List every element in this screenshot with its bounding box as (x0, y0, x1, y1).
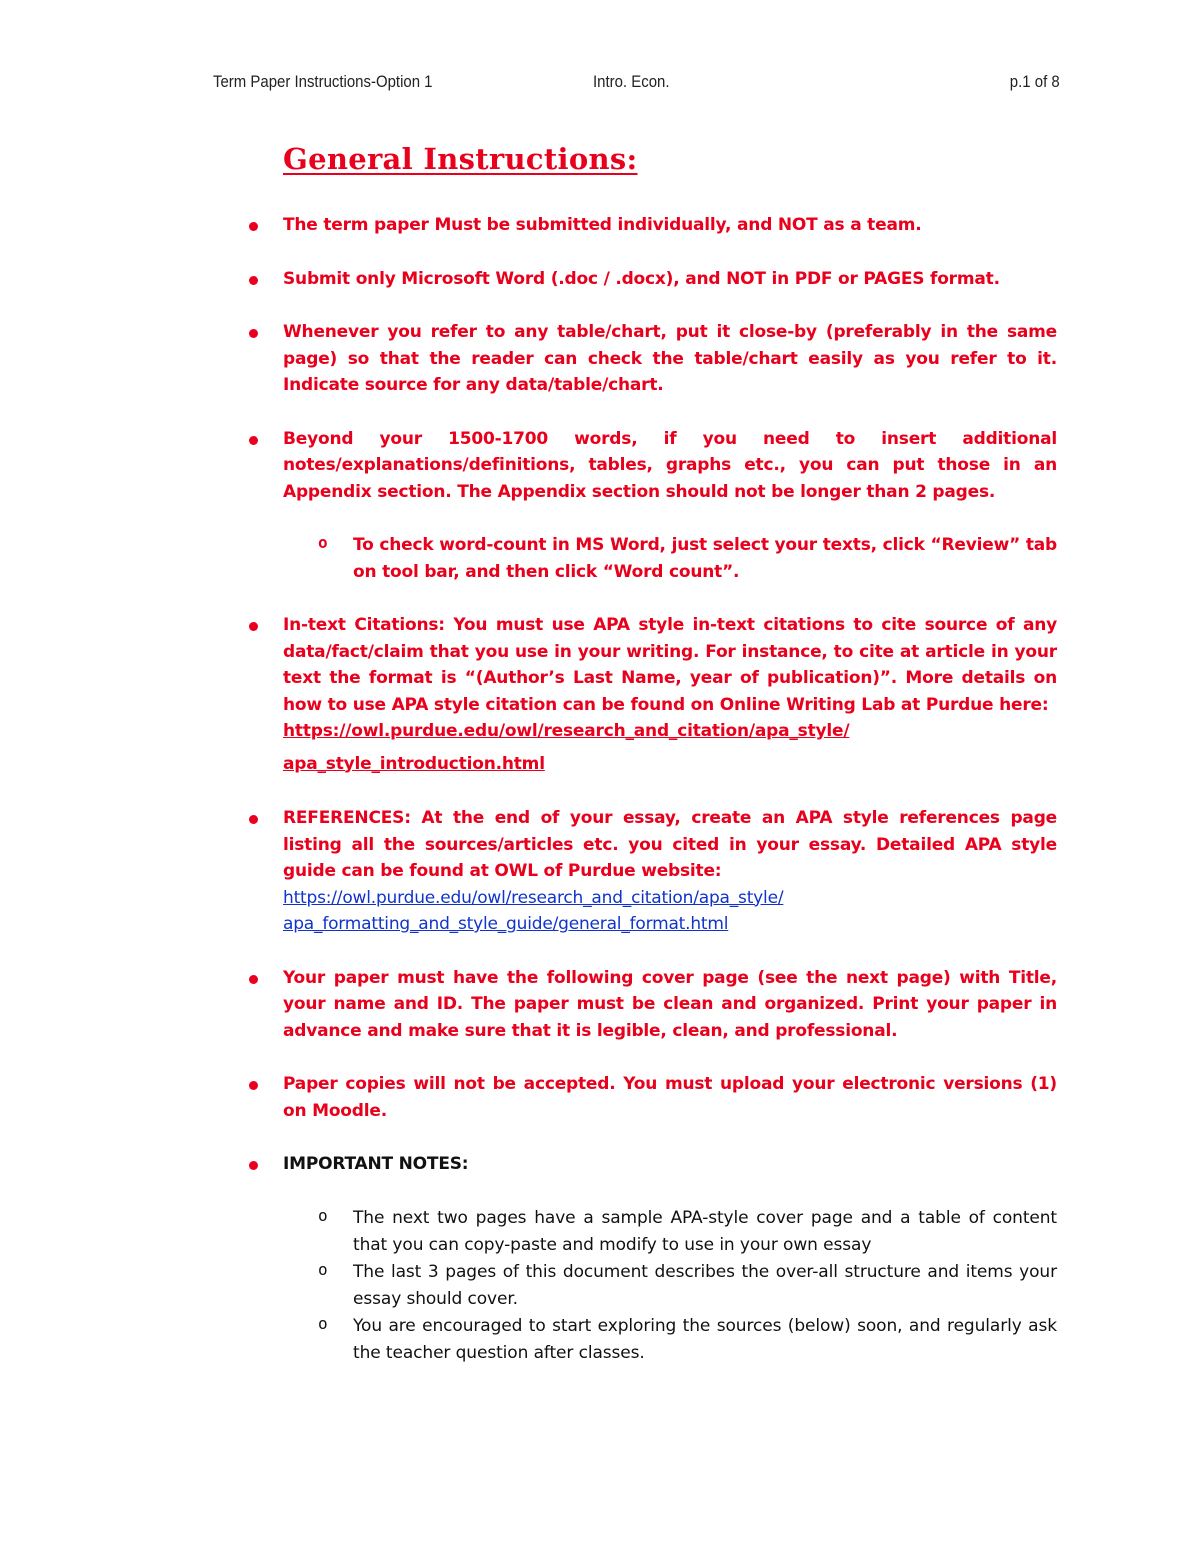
list-item-tables (245, 319, 1057, 399)
header-page-number: p.1 of 8 (1010, 72, 1060, 91)
page-title: General Instructions: (283, 142, 638, 176)
instruction-text: Submit only Microsoft Word (.doc / .docx), and NOT in PDF or PAGES format. (283, 268, 1000, 289)
instruction-text: Beyond your 1500-1700 words, if you need to insert additional notes/explanations/definitions, tables, graphs etc., you can put those in an Appendix section. The Appendix section should not be longer than 2 pages. (283, 428, 1057, 502)
instruction-text: Your paper must have the following cover page (see the next page) with Title, your name and ID. The paper must be clean and organized. Print your paper in advance and make sure that it is legible, clean, and professional. (283, 967, 1057, 1041)
note-item (245, 1313, 1057, 1367)
note-item (245, 1205, 1057, 1259)
purdue-format-link-line-1[interactable]: https://owl.purdue.edu/owl/research_and_citation/apa_style/ (283, 887, 784, 908)
note-text: The next two pages have a sample APA-style cover page and a table of content that you can copy-paste and modify to use in your own essay (353, 1207, 1057, 1255)
purdue-apa-link-line-1[interactable]: https://owl.purdue.edu/owl/research_and_citation/apa_style/ (283, 721, 850, 741)
sub-bullet-icon: o (318, 1205, 328, 1225)
bullet-icon (249, 329, 258, 338)
sub-item-wordcount (245, 532, 1057, 585)
instruction-text: Paper copies will not be accepted. You must upload your electronic versions (1) on Moodle. (283, 1074, 1057, 1121)
important-notes-heading: IMPORTANT NOTES: (283, 1154, 469, 1174)
citations-text: In-text Citations: You must use APA style in-text citations to cite source of any data/fact/claim that you use in your writing. For instance, to cite at article in your text the format is “(Author’s Last Name, year of publication)”. More details on how to use APA style citation can be found on Online Writing Lab at Purdue here: (283, 615, 1057, 715)
header-document-title: Term Paper Instructions-Option 1 (213, 72, 433, 91)
purdue-apa-link-line-2[interactable]: apa_style_introduction.html (283, 753, 545, 774)
instruction-text (283, 805, 1057, 938)
bullet-icon (249, 622, 258, 631)
purdue-format-link-line-2[interactable]: apa_formatting_and_style_guide/general_format.html (283, 914, 729, 934)
list-item-format (245, 266, 1057, 293)
instruction-text: Whenever you refer to any table/chart, put it close-by (preferably in the same page) so that the reader can check the table/chart easily as you refer to it. Indicate source for any data/table/chart. (283, 322, 1057, 395)
sub-instruction-text: To check word-count in MS Word, just select your texts, click “Review” tab on tool bar, and then click “Word count”. (353, 535, 1057, 582)
bullet-icon (249, 276, 258, 285)
note-item (245, 1259, 1057, 1313)
sub-bullet-icon: o (318, 1313, 328, 1333)
page-header (0, 72, 1200, 96)
sub-bullet-icon: o (318, 1259, 328, 1279)
list-item-cover (245, 965, 1057, 1045)
header-course: Intro. Econ. (593, 72, 670, 91)
bullet-icon (249, 222, 258, 231)
bullet-icon (249, 436, 258, 445)
instruction-text: The term paper Must be submitted individually, and NOT as a team. (283, 215, 922, 235)
references-text: REFERENCES: At the end of your essay, create an APA style references page listing all the sources/articles etc. you cited in your essay. Detailed APA style guide can be found at OWL of Purdue website: (283, 808, 1057, 881)
list-item-citations (245, 612, 1057, 777)
note-text: You are encouraged to start exploring the sources (below) soon, and regularly ask the teacher question after classes. (353, 1315, 1057, 1363)
instruction-text (283, 612, 1057, 777)
note-text: The last 3 pages of this document describes the over-all structure and items your essay should cover. (353, 1261, 1057, 1309)
bullet-icon (249, 1161, 258, 1170)
list-item-copies (245, 1071, 1057, 1124)
list-item-appendix (245, 426, 1057, 506)
bullet-icon (249, 1081, 258, 1090)
bullet-icon (249, 975, 258, 984)
bullet-icon (249, 815, 258, 824)
list-item-important (245, 1151, 1057, 1178)
list-item-individual (245, 212, 1057, 239)
sub-bullet-icon: o (318, 533, 328, 552)
list-item-references (245, 805, 1057, 938)
instructions-list (245, 212, 1057, 1367)
